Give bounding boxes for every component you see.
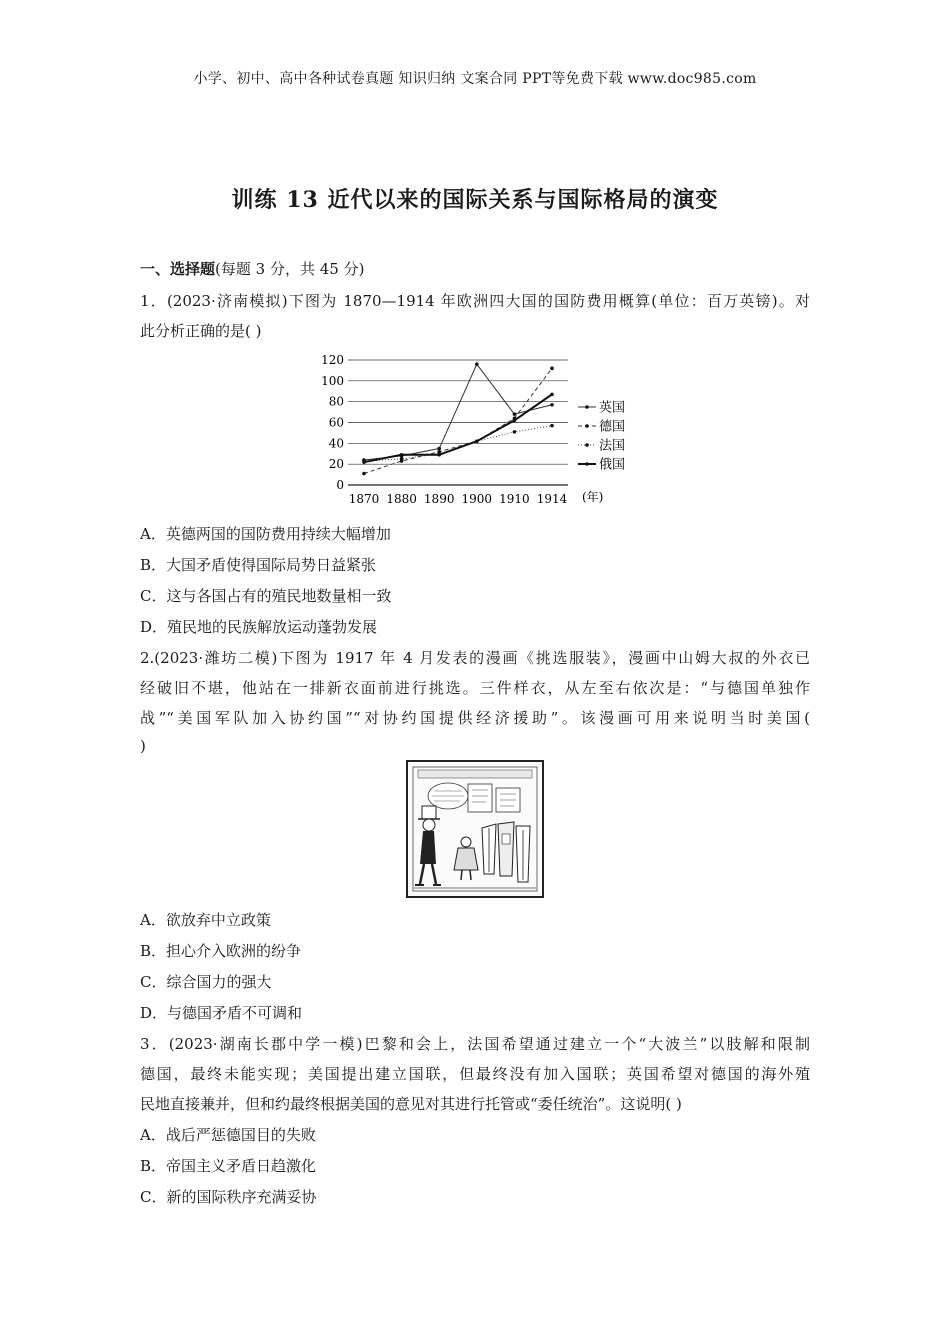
series-line-德国: [364, 368, 552, 473]
page-title: 训练 13 近代以来的国际关系与国际格局的演变: [231, 187, 719, 213]
series-line-英国: [364, 364, 552, 460]
defense-spending-chart: [300, 350, 640, 515]
q1-option-d: D．殖民地的民族解放运动蓬勃发展: [140, 618, 378, 636]
q2-option-b: B．担心介入欧洲的纷争: [140, 942, 302, 960]
chart-x-ticks: [349, 492, 568, 506]
y-tick-label: 0: [336, 478, 344, 492]
data-point: [437, 453, 441, 457]
q3-stem-line3: 民地直接兼并，但和约最终根据美国的意见对其进行托管或“委任统治”。这说明( ): [140, 1095, 682, 1113]
q1-option-b: B．大国矛盾使得国际局势日益紧张: [140, 556, 377, 574]
legend-label: 德国: [599, 419, 626, 435]
q2-option-a: A．欲放弃中立政策: [140, 911, 271, 929]
q2-option-d: D．与德国矛盾不可调和: [140, 1004, 303, 1022]
legend-marker: [585, 443, 589, 447]
chart-legend: [578, 401, 625, 473]
q2-stem-line2: 经破旧不堪，他站在一排新衣面前进行挑选。三件样衣，从左至右依次是：“与德国单独作: [140, 679, 810, 697]
legend-marker: [585, 424, 589, 428]
cartoon-illustration: [406, 760, 544, 898]
legend-marker: [585, 405, 589, 409]
data-point: [550, 367, 554, 371]
data-point: [362, 472, 366, 476]
section-heading-label: 一、选择题: [140, 260, 216, 278]
data-point: [475, 362, 479, 366]
q3-option-a: A．战后严惩德国目的失败: [140, 1126, 316, 1144]
data-point: [437, 447, 441, 451]
y-tick-label: 20: [328, 457, 344, 472]
q3-option-b: B．帝国主义矛盾日趋激化: [140, 1157, 317, 1175]
chart-x-unit: (年): [582, 490, 604, 504]
data-point: [513, 419, 517, 423]
q3-stem-line2: 德国，最终未能实现；美国提出建立国联，但最终没有加入国联；英国希望对德国的海外殖: [140, 1065, 810, 1083]
data-point: [400, 453, 404, 457]
y-tick-label: 100: [321, 373, 344, 388]
chart-series: [362, 362, 554, 475]
x-tick-label: 1914: [536, 492, 568, 506]
q2-option-c: C．综合国力的强大: [140, 973, 272, 991]
y-tick-label: 40: [328, 436, 344, 451]
chart-y-ticks: [321, 353, 344, 492]
q2-stem-line3: 战”“美国军队加入协约国”“对协约国提供经济援助”。该漫画可用来说明当时美国(: [140, 709, 810, 727]
series-line-俄国: [364, 394, 552, 462]
q1-option-c: C．这与各国占有的殖民地数量相一致: [140, 587, 392, 605]
data-point: [362, 460, 366, 464]
legend-label: 法国: [599, 438, 626, 454]
q1-stem-line2: 此分析正确的是( ): [140, 322, 262, 340]
legend-label: 英国: [599, 400, 626, 416]
x-tick-label: 1910: [499, 492, 530, 506]
data-point: [550, 424, 554, 428]
q1-option-a: A．英德两国的国防费用持续大幅增加: [140, 525, 391, 543]
data-point: [513, 430, 517, 434]
q2-stem-line4: ): [140, 737, 146, 755]
q3-option-c: C．新的国际秩序充满妥协: [140, 1188, 317, 1206]
y-tick-label: 80: [328, 394, 344, 409]
x-tick-label: 1900: [461, 492, 493, 506]
data-point: [550, 403, 554, 407]
y-tick-label: 120: [321, 353, 344, 367]
data-point: [475, 439, 479, 443]
legend-label: 俄国: [599, 457, 626, 473]
data-point: [513, 412, 517, 416]
q3-stem-line1: 3．(2023·湖南长郡中学一模)巴黎和会上，法国希望通过建立一个“大波兰”以肢解和限制: [140, 1035, 810, 1053]
y-tick-label: 60: [328, 415, 344, 430]
x-tick-label: 1870: [348, 492, 380, 506]
data-point: [400, 457, 404, 461]
x-tick-label: 1890: [423, 492, 455, 506]
q2-stem-line1: 2.(2023·潍坊二模)下图为 1917 年 4 月发表的漫画《挑选服装》，漫画中山姆大叔的外衣已: [140, 649, 810, 667]
x-tick-label: 1880: [386, 492, 417, 506]
data-point: [550, 393, 554, 397]
section-heading: [140, 258, 364, 279]
q1-stem-line1: 1．(2023·济南模拟)下图为 1870—1914 年欧洲四大国的国防费用概算(单位：百万英镑)。对: [140, 292, 810, 310]
legend-marker: [585, 462, 589, 466]
section-heading-note: (每题 3 分，共 45 分): [215, 260, 365, 278]
page-header: 小学、初中、高中各种试卷真题 知识归纳 文案合同 PPT等免费下载 www.doc985.com: [193, 71, 757, 87]
chart-grid: [348, 360, 568, 485]
